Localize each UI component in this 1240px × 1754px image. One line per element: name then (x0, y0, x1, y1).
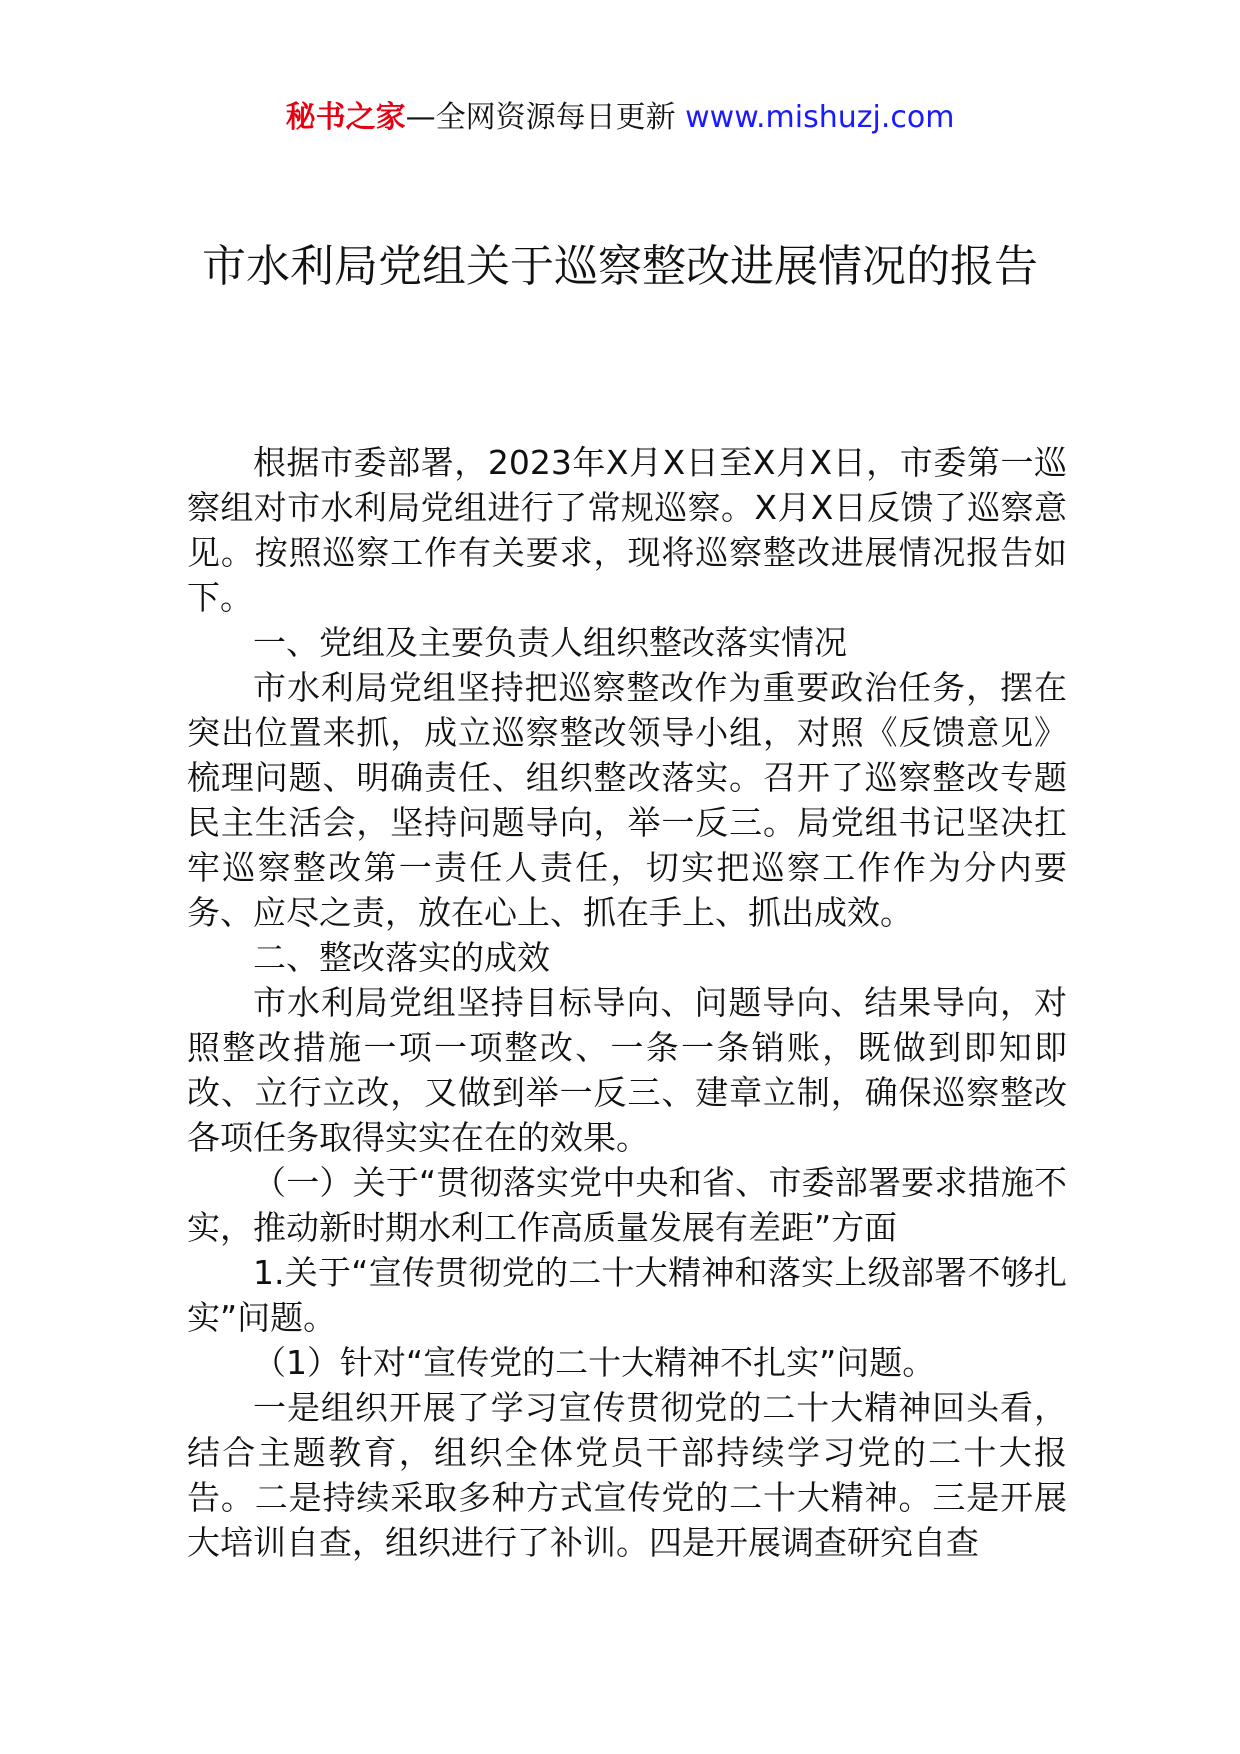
section-heading-1: 一、党组及主要负责人组织整改落实情况 (253, 623, 847, 662)
item-heading: 1.关于“宣传贯彻党的二十大精神和落实上级部署不够扎实”问题。 (187, 1253, 1067, 1337)
document-title: 市水利局党组关于巡察整改进展情况的报告 (202, 241, 1038, 292)
site-brand: 秘书之家 (285, 100, 406, 135)
subsection-heading: （一）关于“贯彻落实党中央和省、市委部署要求措施不实，推动新时期水利工作高质量发展有差距”方面 (187, 1163, 1067, 1247)
body-paragraph: 市水利局党组坚持目标导向、问题导向、结果导向，对照整改措施一项一项整改、一条一条销账，既做到即知即改、立行立改，又做到举一反三、建章立制，确保巡察整改各项任务取得实实在在的效果。 (187, 983, 1067, 1157)
body-paragraph: 一是组织开展了学习宣传贯彻党的二十大精神回头看，结合主题教育，组织全体党员干部持续学习党的二十大报告。二是持续采取多种方式宣传党的二十大精神。三是开展大培训自查，组织进行了补训。四是开展调查研究自查 (187, 1388, 1067, 1562)
section-heading-2: 二、整改落实的成效 (253, 938, 550, 977)
site-url-link[interactable]: www.mishuzj.com (685, 100, 955, 135)
site-header (0, 96, 1240, 140)
sub-item-heading: （1）针对“宣传党的二十大精神不扎实”问题。 (253, 1343, 936, 1382)
intro-paragraph: 根据市委部署，2023年X月X日至X月X日，市委第一巡察组对市水利局党组进行了常规巡察。X月X日反馈了巡察意见。按照巡察工作有关要求，现将巡察整改进展情况报告如下。 (187, 443, 1067, 617)
document-body (187, 440, 1067, 1565)
body-paragraph: 市水利局党组坚持把巡察整改作为重要政治任务，摆在突出位置来抓，成立巡察整改领导小组，对照《反馈意见》梳理问题、明确责任、组织整改落实。召开了巡察整改专题民主生活会，坚持问题导向，举一反三。局党组书记坚决扛牢巡察整改第一责任人责任，切实把巡察工作作为分内要务、应尽之责，放在心上、抓在手上、抓出成效。 (187, 668, 1067, 932)
site-slogan: —全网资源每日更新 (405, 100, 686, 135)
